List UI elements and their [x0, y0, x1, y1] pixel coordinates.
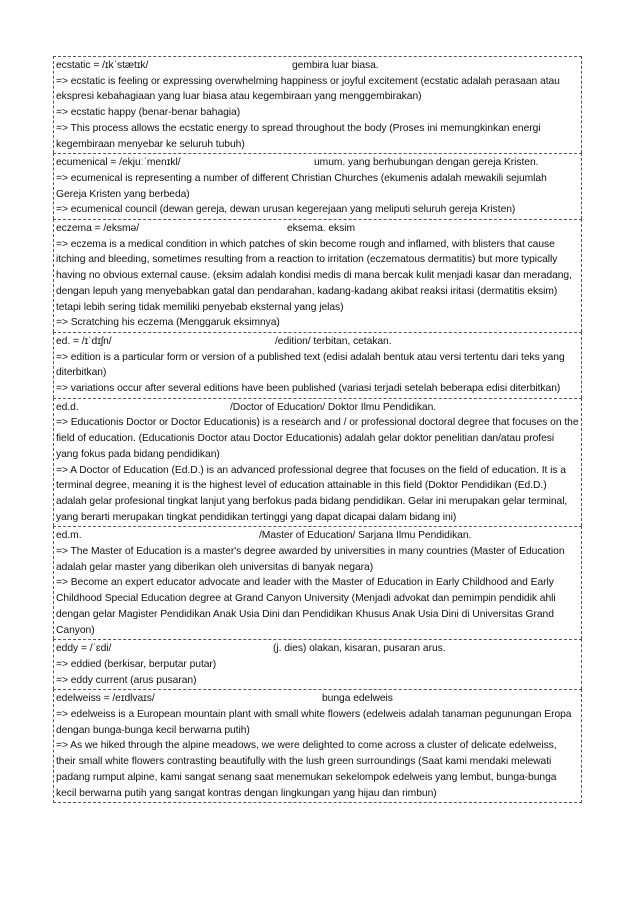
entry-heading: [56, 155, 579, 171]
entry-line: => ecumenical is representing a number of different Christian Churches (ekumenis adalah mewakili sejumlah Gereja Kristen yang berbeda): [56, 172, 547, 200]
entry-ecstatic: [53, 56, 582, 153]
entry-line: => ecstatic is feeling or expressing overwhelming happiness or joyful excitement (ecstatic adalah perasaan atau ekspresi kebahagiaan yang luar biasa atau kegembiraan yang menggembirakan): [56, 75, 560, 103]
entry-line: => Scratching his eczema (Menggaruk eksimnya): [56, 317, 280, 329]
entry-term: ed.d.: [56, 401, 79, 413]
entry-line: => ecumenical council (dewan gereja, dewan urusan kegerejaan yang meliputi seluruh gereja Kristen): [56, 204, 516, 216]
entry-meaning: (j. dies) olakan, kisaran, pusaran arus.: [273, 643, 446, 655]
entry-line: => Educationis Doctor or Doctor Educationis) is a research and / or professional doctoral degree that focuses on the field of education. (Educationis Doctor atau Doctor Educationis) adalah gelar doktor penelitian dan/atau profesi yang fokus pada bidang pendidikan): [56, 417, 579, 460]
entry-term: edelweiss = /eɪdlvaɪs/: [56, 693, 155, 705]
entry-line: => eddy current (arus pusaran): [56, 674, 197, 686]
entry-line: => As we hiked through the alpine meadows, we were delighted to come across a cluster of delicate edelweiss, their small white flowers contrasting beautifully with the lush green surroundings (Saat kami mendaki melewati padang rumput alpine, kami sangat senang saat menemukan sekelompok edelweis yang lembut, bunga-bunga kecil berwarna putih yang sangat kontras dengan lingkungan yang hijau dan rimbun): [56, 740, 557, 799]
dictionary-page: [53, 56, 582, 803]
entry-eczema: [53, 219, 582, 332]
entry-meaning: /Doctor of Education/ Doktor Ilmu Pendidikan.: [230, 401, 437, 413]
entry-meaning: bunga edelweis: [322, 693, 393, 705]
entry-term: ed.m.: [56, 530, 82, 542]
entry-heading: [56, 400, 579, 416]
entry-term: ed. = /ɪˈdɪʃn/: [56, 335, 112, 347]
entry-term: ecumenical = /ekjuːˈmenɪkl/: [56, 157, 181, 169]
entry-line: => A Doctor of Education (Ed.D.) is an advanced professional degree that focuses on the field of education. It is a terminal degree, meaning it is the highest level of education attainable in this field (Doktor Pendidikan (Ed.D.) adalah gelar profesional tingkat lanjut yang berfokus pada bidang pendidikan. Gelar ini merupakan gelar terminal, yang berarti merupakan tingkat pendidikan tertinggi yang dapat dicapai dalam bidang ini): [56, 464, 568, 523]
entry-heading: [56, 334, 579, 350]
entry-line: => This process allows the ecstatic energy to spread throughout the body (Proses ini memungkinkan energi kegembiraan menyebar ke seluruh tubuh): [56, 122, 541, 150]
entry-line: => Become an expert educator advocate and leader with the Master of Education in Early Childhood and Early Childhood Special Education degree at Grand Canyon University (Menjadi advokat dan pemimpin pendidik ahli dengan gelar Magister Pendidikan Anak Usia Dini dan Pendidikan Khusus Anak Usia Dini di Universitas Grand Canyon): [56, 577, 556, 636]
entry-heading: [56, 58, 579, 74]
entry-meaning: umum. yang berhubungan dengan gereja Kristen.: [314, 157, 539, 169]
entry-line: => edelweiss is a European mountain plant with small white flowers (edelweis adalah tanaman pegunungan Eropa dengan bunga-bunga kecil berwarna putih): [56, 709, 572, 736]
entry-line: => The Master of Education is a master's degree awarded by universities in many countries (Master of Education adalah gelar master yang diberikan oleh universitas di banyak negara): [56, 546, 565, 573]
entry-heading: [56, 691, 579, 707]
entry-meaning: eksema. eksim: [287, 223, 356, 234]
entry-ed: [53, 332, 582, 398]
entry-line: => eddied (berkisar, berputar putar): [56, 658, 217, 670]
entry-line: => ecstatic happy (benar-benar bahagia): [56, 107, 241, 119]
entry-meaning: /Master of Education/ Sarjana Ilmu Pendidikan.: [259, 530, 472, 542]
entry-line: => variations occur after several editions have been published (variasi terjadi setelah beberapa edisi diterbitkan): [56, 383, 561, 394]
entry-ed-m: [53, 526, 582, 639]
entry-meaning: /edition/ terbitan, cetakan.: [275, 335, 392, 347]
entry-term: eddy = /ˈɛdi/: [56, 643, 112, 655]
entry-term: eczema = /eksmə/: [56, 223, 140, 234]
entry-line: => edition is a particular form or version of a published text (edisi adalah bentuk atau versi tertentu dari teks yang diterbitkan): [56, 351, 565, 379]
entry-ed-d: [53, 398, 582, 527]
entry-term: ecstatic = /ɪkˈstætɪk/: [56, 60, 149, 71]
entry-heading: [56, 221, 579, 237]
entry-edelweiss: [53, 689, 582, 803]
entry-line: => eczema is a medical condition in which patches of skin become rough and inflamed, with blisters that cause itching and bleeding, sometimes resulting from a reaction to irritation (eczematous dermatitis) but more typically having no obvious external cause. (eksim adalah kondisi medis di mana bercak kulit menjadi kasar dan meradang, dengan lepuh yang menyebabkan gatal dan pendarahan, kadang-kadang akibat reaksi iritasi (dermatitis eksim) tetapi lebih sering tidak memiliki penyebab eksternal yang jelas): [56, 238, 572, 313]
entry-ecumenical: [53, 153, 582, 219]
entry-heading: [56, 641, 579, 657]
entry-heading: [56, 528, 579, 544]
entry-eddy: [53, 639, 582, 689]
entry-meaning: gembira luar biasa.: [292, 60, 379, 71]
